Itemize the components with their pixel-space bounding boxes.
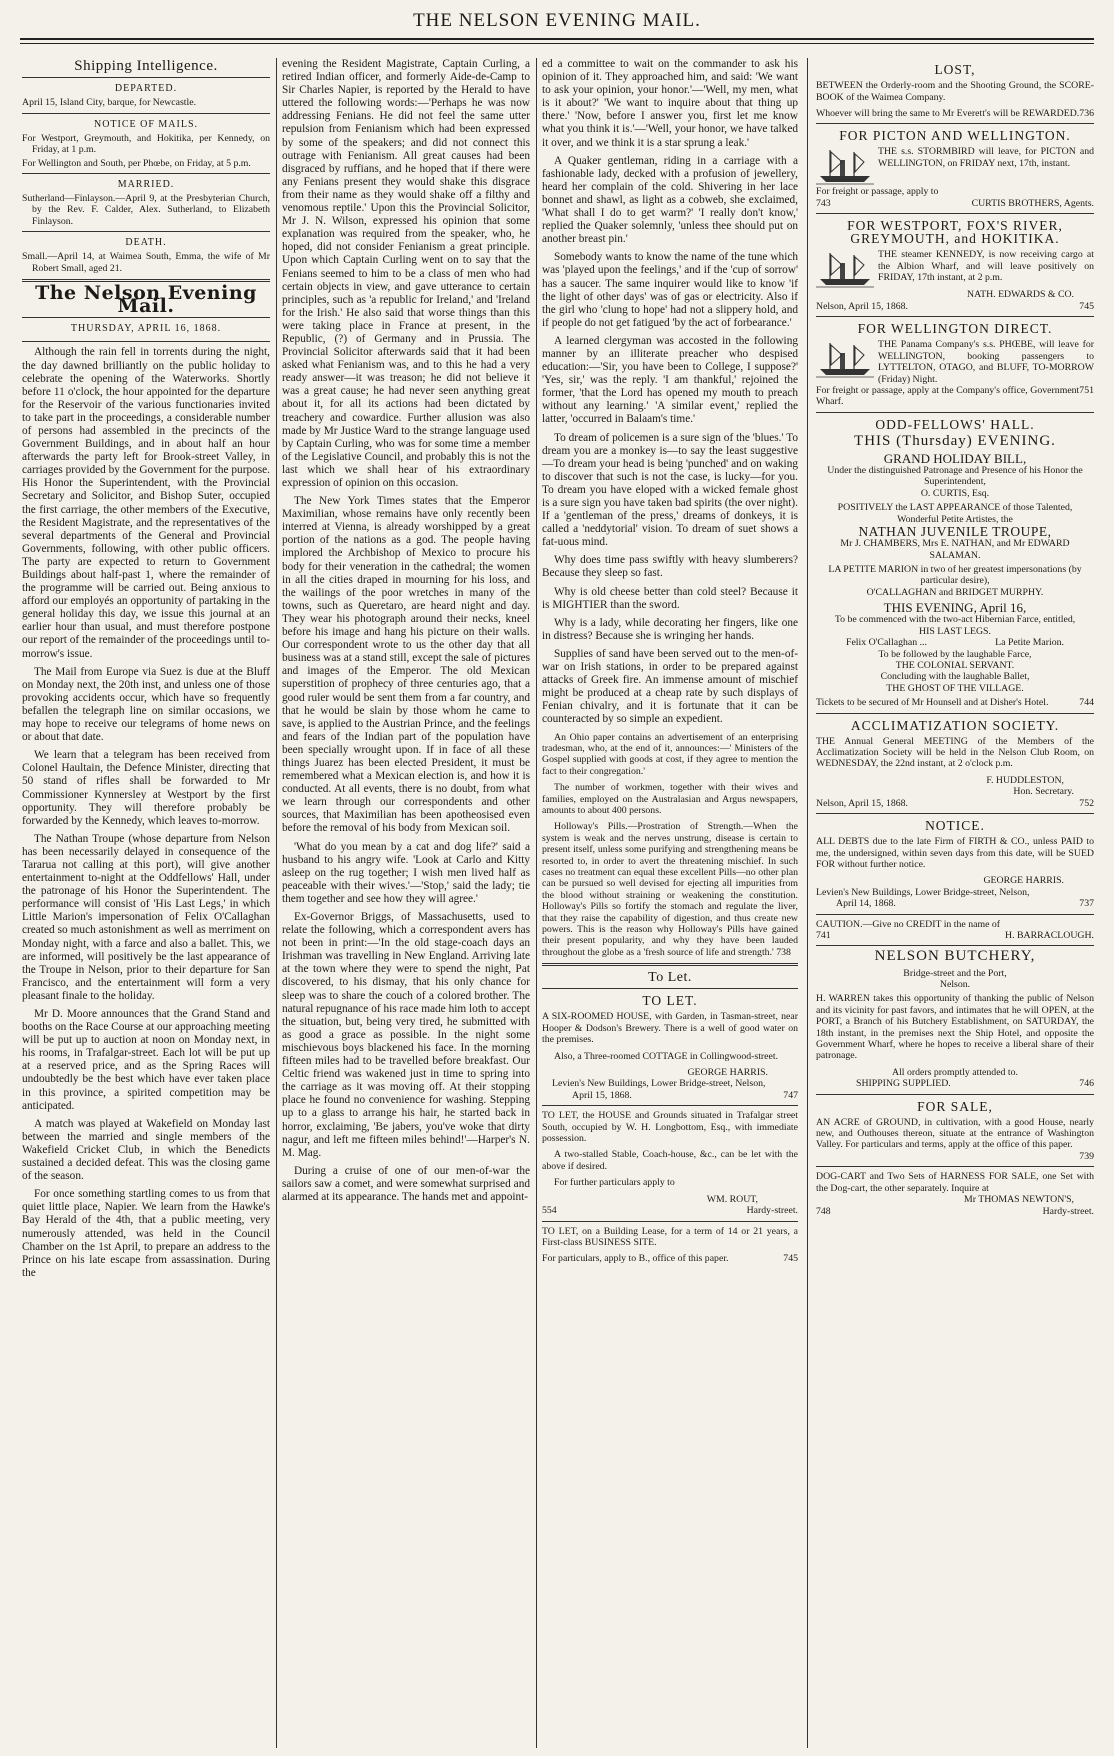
ad-signature: Mr THOMAS NEWTON'S, <box>964 1194 1074 1206</box>
death-text: Small.—April 14, at Waimea South, Emma, the wife of Mr Robert Small, aged 21. <box>22 251 270 274</box>
ad-line: La Petite Marion. <box>995 637 1064 649</box>
article-paragraph: Holloway's Pills.—Prostration of Strength.—When the system is weak and the nerves unstrung, disease is certain to present itself, unless some purifying and strengthening means be resorted to, in order to avert the threatening mischief. In such cases no treatment can equal these excellent Pills—no other plan can be pursued so well devised for ejecting all impurities from the blood without straining or weakening the constitution. Holloway's Pills so fortify the stomach and regulate the liver, that they raise the capability of digestion, and thus create new powers. This is the reason why Holloway's Pills have gained their present popularity, and why they have been lauded throughout the globe as a 'fresh source of life and strength.' 738 <box>542 821 798 958</box>
column-divider <box>807 58 808 1748</box>
column-4 <box>816 58 1094 1217</box>
steamship-icon <box>816 339 874 379</box>
ad-number: 737 <box>1079 898 1094 910</box>
ad-address: Hardy-street. <box>746 1205 798 1217</box>
ad-signature: GEORGE HARRIS. <box>983 875 1064 887</box>
ad-line: To be commenced with the two-act Hibernian Farce, entitled, <box>834 614 1076 626</box>
article-paragraph: For once something startling comes to us from that quiet little place, Napier. We learn from the Hawke's Bay Herald of the 4th, that a public meeting, very numerously attended, was held in the Council Chamber on the 1st April, to prepare an address to the Prince on his late escape from assassination. During the <box>22 1188 270 1279</box>
ad-line: Concluding with the laughable Ballet, <box>880 671 1030 683</box>
ad-text: DOG-CART and Two Sets of HARNESS FOR SALE, one Set with the Dog-cart, the other separately. Inquire at <box>816 1171 1094 1194</box>
ad-line: Nelson. <box>939 978 971 990</box>
masthead-rule-thin <box>20 43 1094 44</box>
article-paragraph: An Ohio paper contains an advertisement of an enterprising tradesman, who, at the end of it, announces:—' Ministers of the Gospel supplied with goods at cost, if they agree to mention the fact to their congregation.' <box>542 731 798 777</box>
article-paragraph: To dream of policemen is a sure sign of the 'blues.' To dream you are a monkey is—to say the least suggestive—To dream your head is being 'punched' and on waking to discover that such is not the case, is lucky—for you. To dream you have eloped with a wicked female ghost is a sure sign you have taken bad spirits (the over night). If a 'gentleman of the press,' dreams of donkeys, it is called a 'neddytorial' vision. To dream of suet shows a fat-uous mind. <box>542 431 798 549</box>
article-paragraph: Why is old cheese better than cold steel? Because it is MIGHTIER than the sword. <box>542 585 798 611</box>
article-paragraph: Supplies of sand have been served out to the men-of-war on Irish stations, in order to be prepared against attacks of Greek fire. An immense amount of mischief might be produced at a cheap rate by such displays of Fenian chivalry, and it is fortunate that it can be counteracted by so simple an expedient. <box>542 647 798 726</box>
ad-text: For freight or passage, apply at the Company's office, Government Wharf. <box>816 384 1080 408</box>
ad-number: 745 <box>1079 300 1094 312</box>
ad-text: THE steamer KENNEDY, is now receiving cargo at the Albion Wharf, and will leave positively on FRIDAY, 17th instant, at 2 p.m. <box>878 249 1094 284</box>
ad-number: 744 <box>1079 697 1094 709</box>
divider <box>816 316 1094 317</box>
steamship-icon <box>816 146 874 186</box>
divider <box>542 963 798 966</box>
divider <box>816 813 1094 814</box>
article-paragraph: Ex-Governor Briggs, of Massachusetts, used to relate the following, which a correspondent avers has not been in print:—'In the old stage-coach days an Irishman was travelling in New England. Arriving late at the town where they were to spend the night, Pat discovered, to his dismay, that his only chance for sleep was to share the couch of a colored brother. The natural repugnance of his race made him loth to accept the situation, but, being very tired, he submitted with as good a grace as possible. In the night some mischievous boys blackened his face. In the morning fifteen miles had to be travelled before breakfast. Our Celtic friend was wakened just in time to spring into the carriage as it was moving off. At their stopping place he found no convenience for washing. Stepping up to a glass to arrange his hair, he started back in horror, exclaiming, 'Be jabers, you've woke that dirty nagur, and left me fifteen miles behind!'—Harper's N. M. Mag. <box>282 911 530 1159</box>
ad-text: Also, a Three-roomed COTTAGE in Collingwood-street. <box>554 1050 779 1062</box>
column-1 <box>22 58 270 1285</box>
ad-line: LA PETITE MARION in two of her greatest impersonations (by particular desire), <box>828 563 1082 587</box>
ad-signature: CURTIS BROTHERS, Agents. <box>971 197 1094 209</box>
article-paragraph: The number of workmen, together with their wives and families, employed on the Australasian and Argus newspapers, amounts to about 400 persons. <box>542 782 798 816</box>
divider <box>22 173 270 174</box>
issue-date: THURSDAY, APRIL 16, 1868. <box>70 323 222 335</box>
ad-text: A SIX-ROOMED HOUSE, with Garden, in Tasman-street, near Hooper & Dodson's Brewery. There is a well of good water on the premises. <box>542 1011 798 1046</box>
wellington-heading: FOR WELLINGTON DIRECT. <box>857 321 1053 337</box>
death-heading: DEATH. <box>125 237 167 249</box>
ad-text: A two-stalled Stable, Coach-house, &c., can be let with the above if desired. <box>542 1149 798 1172</box>
ship-ad <box>816 249 1094 289</box>
ad-address: Levien's New Buildings, Lower Bridge-street, Nelson, <box>552 1078 766 1090</box>
paper-title: The Nelson Evening Mail. <box>35 282 257 318</box>
oddfellows-heading: ODD-FELLOWS' HALL. <box>875 416 1035 432</box>
ad-number: 736 <box>1079 107 1094 119</box>
ad-line: THIS EVENING, April 16, <box>883 600 1027 616</box>
westport-heading: FOR WESTPORT, FOX'S RIVER, GREYMOUTH, and HOKITIKA. <box>847 218 1063 247</box>
ad-number: 752 <box>1079 797 1094 809</box>
ad-text: BETWEEN the Orderly-room and the Shooting Ground, the SCORE-BOOK of the Waimea Company. <box>816 80 1094 103</box>
article-paragraph: 'What do you mean by a cat and dog life?' said a husband to his angry wife. 'Look at Carlo and Kitty asleep on the rug together; I wish men lived half as peaceable with their wives.'—'Stop,' said the lady; tie them together and see how they will agree.' <box>282 840 530 905</box>
divider <box>816 713 1094 714</box>
article-paragraph: During a cruise of one of our men-of-war the sailors saw a comet, and were somewhat surprised and alarmed at its appearance. The hands met and appoint- <box>282 1164 530 1203</box>
ad-number: 554 <box>542 1205 557 1217</box>
divider <box>22 113 270 114</box>
ad-number: 739 <box>1079 1150 1094 1162</box>
married-text: Sutherland—Finlayson.—April 9, at the Presbyterian Church, by the Rev. F. Calder, Alex. Sutherland, to Elizabeth Finlayson. <box>22 193 270 227</box>
ad-text: CAUTION.—Give no CREDIT in the name of <box>816 918 1001 930</box>
butchery-heading: NELSON BUTCHERY, <box>874 948 1036 965</box>
ad-signature: WM. ROUT, <box>706 1193 758 1205</box>
ad-text: TO LET, on a Building Lease, for a term of 14 or 21 years, a First-class BUSINESS SITE. <box>542 1225 798 1248</box>
acclimatization-heading: ACCLIMATIZATION SOCIETY. <box>850 717 1060 733</box>
mails-item: For Wellington and South, per Phœbe, on Friday, at 5 p.m. <box>22 157 251 169</box>
article-paragraph: Mr D. Moore announces that the Grand Stand and booths on the Race Course at our approaching meeting will be put up to auction at noon on Monday next, in his rooms, in Trafalgar-street. Each lot will be put up at a reserved price, and as the Spring Races will undoubtedly be the best which have ever taken place in this province, a spirited competition may be anticipated. <box>22 1008 270 1112</box>
article-paragraph: The Nathan Troupe (whose departure from Nelson has been necessarily delayed in consequence of the Tararua not calling at this port), will give another entertainment to-night at the Oddfellows' Hall, under the patronage of his Honor the Superintendent. The performance will consist of 'His Last Legs,' in which Little Marion's impersonation of Felix O'Callaghan created so much astonishment as well as merriment on Monday night, with a farce and also a ballet. This, we are informed, will positively be the last appearance of the Troupe in Nelson, prior to their departure for San Francisco, and the entertainment will form a very pleasant finale to the holiday. <box>22 832 270 1002</box>
ad-signature: NATH. EDWARDS & CO. <box>967 289 1074 301</box>
divider <box>816 412 1094 413</box>
ad-line: POSITIVELY the LAST APPEARANCE of those Talented, Wonderful Petite Artistes, the <box>837 502 1073 525</box>
article-paragraph: Why does time pass swiftly with heavy slumberers? Because they sleep so fast. <box>542 554 798 580</box>
divider <box>816 213 1094 214</box>
divider <box>816 945 1094 946</box>
ad-signature: Hon. Secretary. <box>1013 786 1074 798</box>
ad-line: HIS LAST LEGS. <box>919 625 991 637</box>
divider <box>22 341 270 342</box>
ad-signature: F. HUDDLESTON, <box>986 774 1064 786</box>
ad-text: AN ACRE of GROUND, in cultivation, with a good House, nearly new, and Outhouses thereon, situate at the entrance of Washington Valley. For particulars and terms, apply at the office of this paper. <box>816 1116 1094 1151</box>
ad-signature: H. BARRACLOUGH. <box>1005 930 1094 941</box>
for-sale-heading: FOR SALE, <box>917 1098 993 1114</box>
divider <box>542 988 798 989</box>
divider <box>22 231 270 232</box>
mails-heading: NOTICE OF MAILS. <box>93 118 199 130</box>
divider <box>22 317 270 318</box>
ad-line: THE GHOST OF THE VILLAGE. <box>886 682 1024 694</box>
article-paragraph: ed a committee to wait on the commander to ask his opinion of it. They approached him, and said: 'We want to ask your opinion, your honor.'—'Well, my men, what is it about?' 'We want to inquire about that thing up there.' 'Now, before I answer you, first let me know what you think it is.'—'Well, your honor, we have talked it over, and we think it is a star sprung a leak.' <box>542 58 798 149</box>
ad-date: April 14, 1868. <box>836 898 896 910</box>
ad-text: Whoever will bring the same to Mr Everett's will be REWARDED. <box>816 107 1080 119</box>
divider <box>542 1105 798 1106</box>
ad-text: THE s.s. STORMBIRD will leave, for PICTON and WELLINGTON, on FRIDAY next, 17th, instant. <box>878 146 1094 169</box>
ship-ad <box>816 146 1094 186</box>
notice-heading: NOTICE. <box>925 818 985 834</box>
article-paragraph: Somebody wants to know the name of the tune which was 'played upon the feelings,' and if the 'cup of sorrow' has a saucer. The same inquirer would like to know 'if the light of other days' was of gas or electricity. Also if the girl who 'clung to hope' had not a slippery hold, and if people do not get fatigued 'by the act of forbearance.' <box>542 251 798 329</box>
to-let-heading: To Let. <box>648 970 692 986</box>
ad-signature: GEORGE HARRIS. <box>687 1067 768 1079</box>
divider <box>542 1221 798 1222</box>
ad-line: Bridge-street and the Port, <box>903 967 1007 979</box>
article-paragraph: A Quaker gentleman, riding in a carriage with a fashionable lady, decked with a profusion of jewellery, heard her complain of the cold. Shivering in her lace bonnet and shawl, as light as a cobweb, she exclaimed, 'What shall I do to get warm?' 'I really don't know,' replied the Quaker solemnly, 'unless thee should put on another breast pin.' <box>542 154 798 246</box>
column-2 <box>282 58 530 1209</box>
ad-text: ALL DEBTS due to the late Firm of FIRTH & CO., unless PAID to me, the undersigned, within seven days from this date, will be SUED FOR without further notice. <box>816 836 1094 870</box>
departed-heading: DEPARTED. <box>114 83 178 95</box>
ad-line: THIS (Thursday) EVENING. <box>854 432 1056 449</box>
article-paragraph: The New York Times states that the Emperor Maximilian, whose remains have only recently been interred at Vienna, is already worshipped by a great portion of the nations as a god. The people having implored the Archbishop of Mexico to procure his body for their veneration in the cathedral; the women in all the cities draped in mourning for his loss, and the wailings of the poor wretches in many of the towns, such as Queretaro, are heard night and day. They wear his photograph around their necks, kneel before his image and hang his picture on their walls. Our correspondent wrote to us the other day that all business was at a stand still, except the sale of pictures and images of the Emperor. The old Mexican superstition of prophecy of three centuries ago, that a good ruler would be sent them from a far country, and that he would be slain by those whom he came to save, is applied to the Austrian Prince, and the feelings and fears of the Indian part of the population have been specially wrought upon. If in face of all these things Juarez has been elected President, it must be remembered what a Mexican election is, and how it is conducted. At all events, there is no doubt, from what we learn through our correspondents and other sources, that Maximilian has been apotheosised even before the removal of his body from Mexican soil. <box>282 495 530 835</box>
ad-text: H. WARREN takes this opportunity of thanking the public of Nelson and its vicinity for past favors, and intimates that he will OPEN, at the PORT, a Branch of his Butchery Establishment, on SATURDAY, the 18th instant, in the premises next the Ship Hotel, and opposite the Government Wharf, where he hopes to receive a liberal share of their patronage. <box>816 993 1094 1062</box>
column-divider <box>276 58 277 1748</box>
ad-text: THE Annual General MEETING of the Members of the Acclimatization Society will be held in the Nelson Club Room, on WEDNESDAY, the 22nd instant, at 2 o'clock p.m. <box>816 735 1094 770</box>
ad-line: To be followed by the laughable Farce, <box>878 648 1032 660</box>
article-paragraph: Although the rain fell in torrents during the night, the day dawned brilliantly on the public holiday to celebrate the opening of the Waterworks. Shortly before 11 o'clock, the hour appointed for the departure for the Reservoir of the various functionaries invited to take part in the proceedings, a considerable number of persons had assembled in the precincts of the Government Buildings, and in about half an hour afterwards the party left for Brook-street Valley, in carriages provided by the Government for the purpose. His Honor the Superintendent, with the Provincial Secretary and Solicitor, and Bishop Suter, occupied the first carriage, the other members of the Executive, the Resident Magistrate, and the representatives of the several departments of the General and Provincial Governments, following, with other public officers. The party are expected to return to Government Buildings about half-past 1, where the remainder of the programme will be carried out. Being anxious to afford our employés an opportunity of partaking in the general holiday this day, we issue this journal at an earlier hour than usual, and must therefore postpone our report of the remainder of the proceedings until to-morrow's issue. <box>22 346 270 660</box>
ad-line: GRAND HOLIDAY BILL, <box>883 450 1027 466</box>
ad-address: Hardy-street. <box>1042 1205 1094 1217</box>
article-paragraph: Why is a lady, while decorating her fingers, like one in distress? Because she is wringing her hands. <box>542 616 798 642</box>
ad-address: Levien's New Buildings, Lower Bridge-street, Nelson, <box>816 886 1030 898</box>
ad-line: NATHAN JUVENILE TROUPE, <box>858 524 1052 540</box>
ad-number: 741 <box>816 930 831 941</box>
departed-text: April 15, Island City, barque, for Newcastle. <box>22 97 197 109</box>
ad-text: For particulars, apply to B., office of this paper. <box>542 1253 729 1265</box>
divider <box>816 1094 1094 1095</box>
shipping-heading: Shipping Intelligence. <box>74 58 218 74</box>
ad-line: O. CURTIS, Esq. <box>920 487 990 499</box>
lost-heading: LOST, <box>934 62 976 77</box>
masthead: THE NELSON EVENING MAIL. <box>413 10 701 31</box>
ad-text: THE Panama Company's s.s. PHŒBE, will leave for WELLINGTON, booking passengers to LYTTELTON, OTAGO, and BLUFF, TO-MORROW (Friday) Night. <box>878 339 1094 385</box>
divider <box>816 123 1094 124</box>
article-paragraph: A learned clergyman was accosted in the following manner by an illiterate preacher who despised education:—'Sir, you have been to College, I suppose?' 'Yes, sir,' was the reply. 'I am thankful,' rejoined the former, 'that the Lord has opened my mouth to preach without any learning.' 'A similar event,' replied the latter, 'occurred in Balaam's time.' <box>542 334 798 426</box>
ad-text: TO LET, the HOUSE and Grounds situated in Trafalgar street South, occupied by W. H. Longbottom, Esq., with immediate possession. <box>542 1110 798 1145</box>
ad-text: For freight or passage, apply to <box>816 186 939 198</box>
ad-line: All orders promptly attended to. <box>892 1066 1018 1078</box>
divider <box>22 77 270 78</box>
ad-line: Under the distinguished Patronage and Presence of his Honor the Superintendent, <box>827 465 1083 488</box>
ship-ad <box>816 339 1094 385</box>
article-paragraph: The Mail from Europe via Suez is due at the Bluff on Monday next, the 20th inst, and unless one of those provoking accidents occur, which have so frequently befallen the telegraph line on similar occasions, we may hope to receive our telegrams of home news on or about that date. <box>22 665 270 744</box>
column-3 <box>542 58 798 1265</box>
divider <box>816 914 1094 915</box>
column-divider <box>536 58 537 1748</box>
ad-date: Nelson, April 15, 1868. <box>816 300 908 312</box>
article-paragraph: evening the Resident Magistrate, Captain Curling, a retired Indian officer, and formerly Aide-de-Camp to Sir Charles Napier, is reported by the Herald to have uttered the following words:—'Perhaps he was now addressing Fenians. He did not feel the same utter repulsion from Fenianism which had been expressed by some of the speakers; and did not connect this outrage with Fenianism. All great causes had been disgraced by ruffians, and he hoped that if there were any Fenians present they would shake this disgrace from their name as they would shake off a filthy and venomous reptile.' Upon this the Provincial Solicitor, Mr J. N. Wilson, expressed his opinion that some explanation was required from the speaker, who, he hoped, did not consider Fenianism a great principle. Upon which Captain Curling went on to say that the Fenians seemed to him to be a class of men who had certain objects in view, and gave utterance to certain principles, such as 'a republic for Ireland,' and 'Ireland for the Irish.' He also said that worse things than this were taking place in France at present, in the Republic, (?) of Germany and in Prussia. The Provincial Solicitor afterwards said that it had been asked what Fenianism was, and to this he had a very ready answer—it was treason; he did not believe it was a great cause; he had never seen anything great about it, for all its actions had been dictated by treachery and cowardice. Further allusion was also made by Mr Justice Ward to the strange language used by Captain Curling, who was for some time a member of the Legislative Council, and probably this is not the last which we shall hear of his extraordinary expression of opinion on this occasion. <box>282 58 530 489</box>
ad-date: Nelson, April 15, 1868. <box>816 797 908 809</box>
divider <box>816 1166 1094 1167</box>
article-paragraph: A match was played at Wakefield on Monday last between the married and single members of the Wakefield Cricket Club, in which the Benedicts sustained a decided defeat. This was the closing game of the season. <box>22 1117 270 1183</box>
ad-number: 746 <box>1079 1078 1094 1090</box>
ad-line: O'CALLAGHAN and BRIDGET MURPHY. <box>866 586 1044 598</box>
picton-heading: FOR PICTON AND WELLINGTON. <box>839 128 1071 144</box>
ad-line: SHIPPING SUPPLIED. <box>856 1078 951 1090</box>
ad-number: 743 <box>816 197 831 209</box>
ad-text: For further particulars apply to <box>554 1177 675 1189</box>
ad-number: 748 <box>816 1205 831 1217</box>
ad-line: Felix O'Callaghan ... <box>846 637 927 649</box>
to-let-subheading: TO LET. <box>642 993 698 1009</box>
ad-line: Tickets to be secured of Mr Hounsell and at Disher's Hotel. <box>816 697 1049 709</box>
married-heading: MARRIED. <box>117 178 175 190</box>
ad-number: 745 <box>783 1253 798 1265</box>
ad-number: 751 <box>1079 384 1094 396</box>
ad-date: April 15, 1868. <box>572 1089 632 1101</box>
steamship-icon <box>816 249 874 289</box>
mails-item: For Westport, Greymouth, and Hokitika, per Kennedy, on Friday, at 1 p.m. <box>22 132 270 156</box>
ad-line: Mr J. CHAMBERS, Mrs E. NATHAN, and Mr EDWARD SALAMAN. <box>840 538 1070 561</box>
ad-number: 747 <box>783 1089 798 1101</box>
masthead-rule <box>20 38 1094 40</box>
article-paragraph: We learn that a telegram has been received from Colonel Haultain, the Defence Minister, directing that 50 stand of rifles shall be forwarded to Mr Commissioner Kynnersley at Westport by the first opportunity. They will therefore probably be forwarded by the Kennedy, which leaves to-morrow. <box>22 749 270 827</box>
ad-line: THE COLONIAL SERVANT. <box>895 659 1015 671</box>
